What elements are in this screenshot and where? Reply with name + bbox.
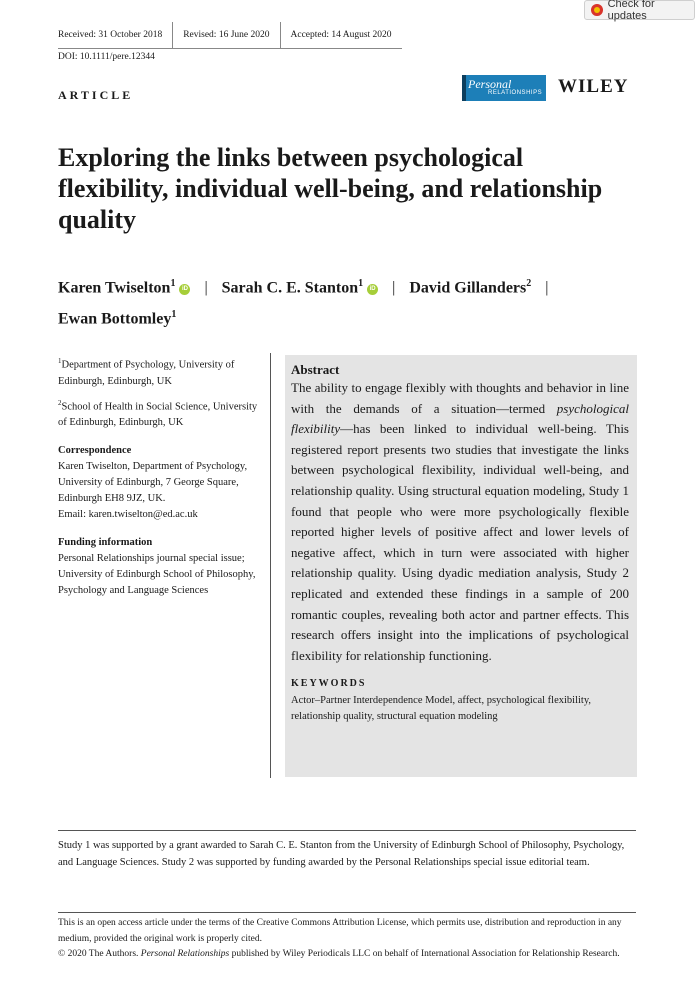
funding-heading: Funding information	[58, 537, 153, 548]
license-footnote	[58, 916, 638, 963]
author-name[interactable]: Sarah C. E. Stanton	[221, 279, 359, 297]
correspondence-email[interactable]: Email: karen.twiselton@ed.ac.uk	[58, 509, 198, 520]
author-affiliation-sup: 2	[526, 278, 532, 289]
revised-date: Revised: 16 June 2020	[173, 22, 280, 48]
article-type-label: ARTICLE	[58, 88, 134, 102]
journal-logo-bottom: RELATIONSHIPS	[488, 90, 543, 96]
journal-logo-top: Personal	[468, 77, 512, 91]
paper-title: Exploring the links between psychological flexibility, individual well-being, and relationship quality	[58, 143, 603, 234]
check-updates-label: Check for updates	[607, 0, 655, 22]
divider	[58, 912, 636, 913]
correspondence-heading: Correspondence	[58, 445, 132, 456]
author-affiliation-sup: 1	[170, 278, 176, 289]
funding-text: Personal Relationships journal special issue; University of Edinburgh School of Philosophy, Psychology and Language Sciences	[58, 553, 256, 596]
article-dates	[58, 22, 402, 49]
affiliation: $^1$Department of Psychology, University of Edinburgh, Edinburgh, UK	[58, 357, 235, 387]
divider	[58, 830, 636, 831]
copyright-text: © 2020 The Authors. Personal Relationships published by Wiley Periodicals LLC on behalf of International Association for Relationship Research.	[58, 949, 620, 959]
accepted-date: Accepted: 14 August 2020	[290, 30, 392, 40]
author-separator: |	[204, 279, 208, 297]
column-divider	[270, 353, 271, 778]
author-name[interactable]: Karen Twiselton	[58, 279, 171, 297]
affiliation: $^2$School of Health in Social Science, University of Edinburgh, Edinburgh, UK	[58, 398, 258, 428]
publisher-logo: WILEY	[558, 76, 629, 97]
funding-footnote: Study 1 was supported by a grant awarded to Sarah C. E. Stanton from the University of Edinburgh School of Philosophy, Psychology, and Language Sciences. Study 2 was supported by funding awarded by the Personal Relationships special issue editorial team.	[58, 840, 625, 868]
abstract-text: The ability to engage flexibly with thoughts and behavior in line with the demands of a situation—termed psychological flexibility—has been linked to individual well-being. This registered report presents two studies that investigate the links between psychological flexibility, individual well-being, and relationship quality. Using structural equation modeling, Study 1 found that people who were more psychologically flexible reported higher levels of positive affect and lower levels of negative affect, which in turn were associated with higher relationship quality. Using dyadic mediation analysis, Study 2 replicated and extended these findings in a sample of 200 romantic couples, revealing both actor and partner effects. This research offers insight into the implications of psychological flexibility for relationship functioning.	[291, 380, 629, 663]
correspondence-text: Karen Twiselton, Department of Psychology, University of Edinburgh, 7 George Square, Edinburgh EH8 9JZ, UK.	[58, 461, 248, 504]
check-for-updates-button[interactable]	[584, 0, 695, 20]
author-name[interactable]: Ewan Bottomley	[58, 310, 172, 328]
abstract-box	[285, 355, 637, 777]
journal-logo	[462, 75, 546, 101]
crossmark-icon	[591, 4, 603, 16]
orcid-icon[interactable]: iD	[179, 284, 190, 295]
keywords-heading: KEYWORDS	[291, 678, 367, 690]
author-affiliation-sup: 1	[358, 278, 364, 289]
author-separator: |	[545, 279, 549, 297]
abstract-heading: Abstract	[291, 362, 340, 377]
front-matter-sidebar	[58, 353, 263, 599]
author-separator: |	[392, 279, 396, 297]
keywords-list: Actor–Partner Interdependence Model, affect, psychological flexibility, relationship quality, structural equation modeling	[291, 695, 592, 723]
author-affiliation-sup: 1	[171, 309, 177, 321]
license-text: This is an open access article under the terms of the Creative Commons Attribution License, which permits use, distribution and reproduction in any medium, provided the original work is properly cited.	[58, 918, 622, 944]
author-name[interactable]: David Gillanders	[409, 279, 527, 297]
journal-logo-bar	[462, 75, 466, 101]
doi[interactable]: DOI: 10.1111/pere.12344	[58, 52, 155, 62]
orcid-icon[interactable]: iD	[367, 284, 378, 295]
author-list	[58, 270, 658, 333]
received-date: Received: 31 October 2018	[58, 22, 173, 48]
